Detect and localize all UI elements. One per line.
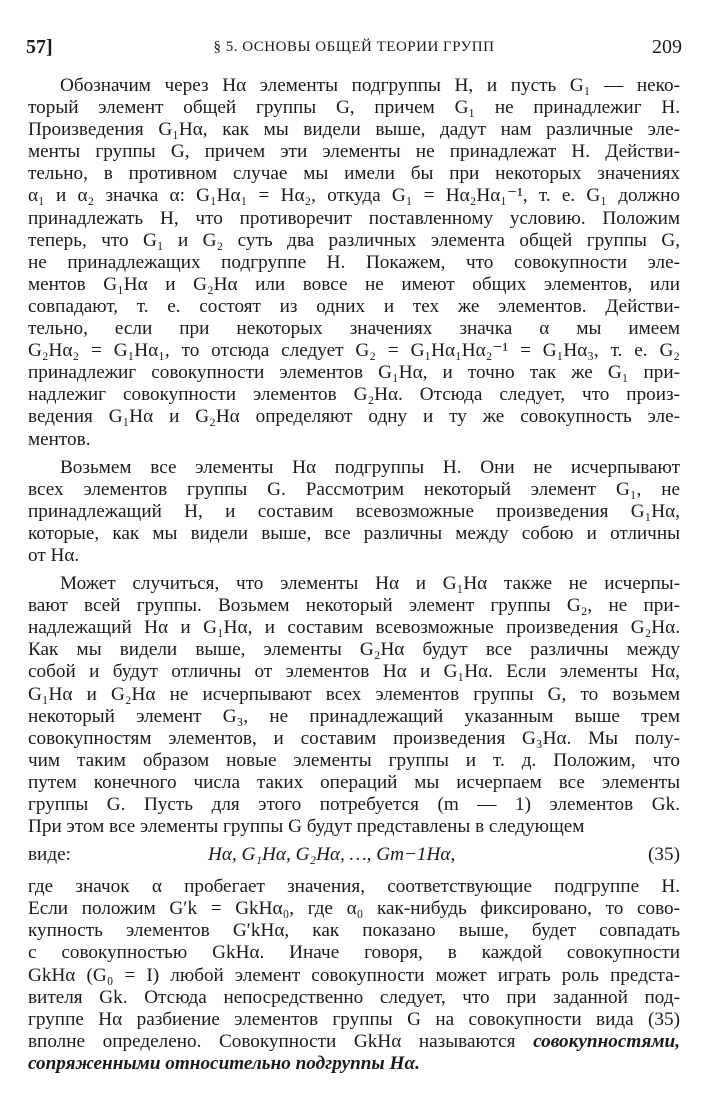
page-number: 209: [652, 36, 682, 58]
emphasized-term: совокупностями,: [533, 1030, 680, 1052]
text-line: совпадают, т. е. состоят из одних и тех же элементов. Действи-: [28, 295, 680, 317]
formula-number: (35): [648, 844, 680, 866]
text-segment: вполне определено. Совокупности GkHα называются: [28, 1030, 534, 1052]
text-line: где значок α пробегает значения, соответствующие подгруппе H.: [28, 876, 680, 898]
text-line: путем конечного числа таких операций мы исчерпаем все элементы: [28, 771, 680, 793]
text-line: Если положим G′k = GkHα₀, где α₀ как-нибудь фиксировано, то сово-: [28, 898, 680, 920]
text-line: торый элемент общей группы G, причем G₁ не принадлежиг H.: [28, 97, 680, 119]
text-line: Произведения G₁Hα, как мы видели выше, дадут нам различные эле-: [28, 119, 680, 141]
text-line: группе Hα разбиение элементов группы G на совокупности вида (35): [28, 1008, 680, 1030]
text-line: Обозначим через Hα элементы подгруппы H, и пусть G₁ — неко-: [60, 75, 680, 96]
text-line: вителя Gk. Отсюда непосредственно следует, что при заданной под-: [28, 986, 680, 1008]
body-text: [28, 75, 680, 1081]
text-line: некоторый элемент G₃, не принадлежащий указанным выше трем: [28, 705, 680, 727]
text-line: принадлежать H, что противоречит поставленному условию. Положим: [28, 207, 680, 229]
text-line: с совокупностью GkHα. Иначе говоря, в каждой совокупности: [28, 942, 680, 964]
text-line: теперь, что G₁ и G₂ суть два различных элемента общей группы G,: [28, 229, 680, 251]
text-line: Возьмем все элементы Hα подгруппы H. Они не исчерпывают: [60, 456, 680, 478]
text-line: купность элементов G′kHα, как показано выше, будет совпадать: [28, 920, 680, 942]
text-line: ментов.: [28, 428, 91, 450]
formula-expression: Hα, G₁Hα, G₂Hα, …, Gm−1Hα,: [208, 844, 456, 866]
text-line: чим таким образом новые элементы группы и т. д. Положим, что: [28, 749, 680, 771]
text-line: [28, 1031, 680, 1053]
text-line: которые, как мы видели выше, все различны между собою и отличны: [28, 522, 680, 544]
section-number: 57]: [26, 36, 53, 58]
text-line: совокупностям элементов, и составим произведения G₃Hα. Мы полу-: [28, 727, 680, 749]
text-line: G₂Hα₂ = G₁Hα₁, то отсюда следует G₂ = G₁Hα₁Hα₂⁻¹ = G₁Hα₃, т. е. G₂: [28, 340, 680, 362]
paragraph: [28, 457, 680, 567]
text-line: от Hα.: [28, 544, 80, 566]
text-line: группы G. Пусть для этого потребуется (m — 1) элементов Gk.: [28, 794, 680, 815]
text-line: собой и будут отличны от элементов Hα и G₁Hα. Если элементы Hα,: [28, 661, 680, 683]
running-title: § 5. ОСНОВЫ ОБЩЕЙ ТЕОРИИ ГРУПП: [213, 39, 495, 55]
paragraph-final: [28, 876, 680, 1075]
text-line: Может случиться, что элементы Hα и G₁Hα также не исчерпы-: [60, 573, 680, 595]
running-header: [26, 30, 682, 64]
text-line: α₁ и α₂ значка α: G₁Hα₁ = Hα₂, откуда G₁ = Hα₂Hα₁⁻¹, т. е. G₁ должно: [28, 185, 680, 207]
text-line: принадлежащий H, и составим всевозможные произведения G₁Hα,: [28, 500, 680, 522]
text-line: всех элементов группы G. Рассмотрим некоторый элемент G₁, не: [28, 478, 680, 500]
text-line: При этом все элементы группы G будут представлены в следующем: [28, 816, 585, 838]
text-line: принадлежиг совокупности элементов G₁Hα, и точно так же G₁ при-: [28, 362, 680, 384]
paragraph: [28, 75, 680, 451]
text-line: Как мы видели выше, элементы G₂Hα будут все различны между: [28, 639, 680, 661]
text-line: GkHα (G₀ = I) любой элемент совокупности может играть роль предста-: [28, 964, 680, 986]
paragraphs: [28, 75, 680, 838]
text-line: не принадлежащих подгруппе H. Покажем, что совокупности эле-: [28, 251, 680, 273]
text-line: ментов G₁Hα и G₂Hα или вовсе не имеют общих элементов, или: [28, 273, 680, 295]
text-line: надлежащий Hα и G₁Hα, и составим всевозможные произведения G₂Hα.: [28, 617, 680, 639]
text-line: G₁Hα и G₂Hα не исчерпывают всех элементов группы G, то возьмем: [28, 683, 680, 705]
text-line: вают всей группы. Возьмем некоторый элемент группы G₂, не при-: [28, 595, 680, 617]
text-line: тельно, в противном случае мы имели бы при некоторых значениях: [28, 163, 680, 185]
text-line: менты группы G, причем эти элементы не принадлежат H. Действи-: [28, 141, 680, 163]
formula-lead: виде:: [28, 844, 71, 866]
formula-35: [28, 844, 680, 872]
paragraph: [28, 573, 680, 838]
text-line: тельно, если при некоторых значениях значка α мы имеем: [28, 318, 680, 340]
emphasized-term-continued: сопряженными относительно подгруппы Hα.: [28, 1052, 420, 1074]
text-line: надлежиг совокупности элементов G₂Hα. Отсюда следует, что произ-: [28, 384, 680, 406]
text-line: ведения G₁Hα и G₂Hα определяют одну и ту же совокупность эле-: [28, 406, 680, 428]
